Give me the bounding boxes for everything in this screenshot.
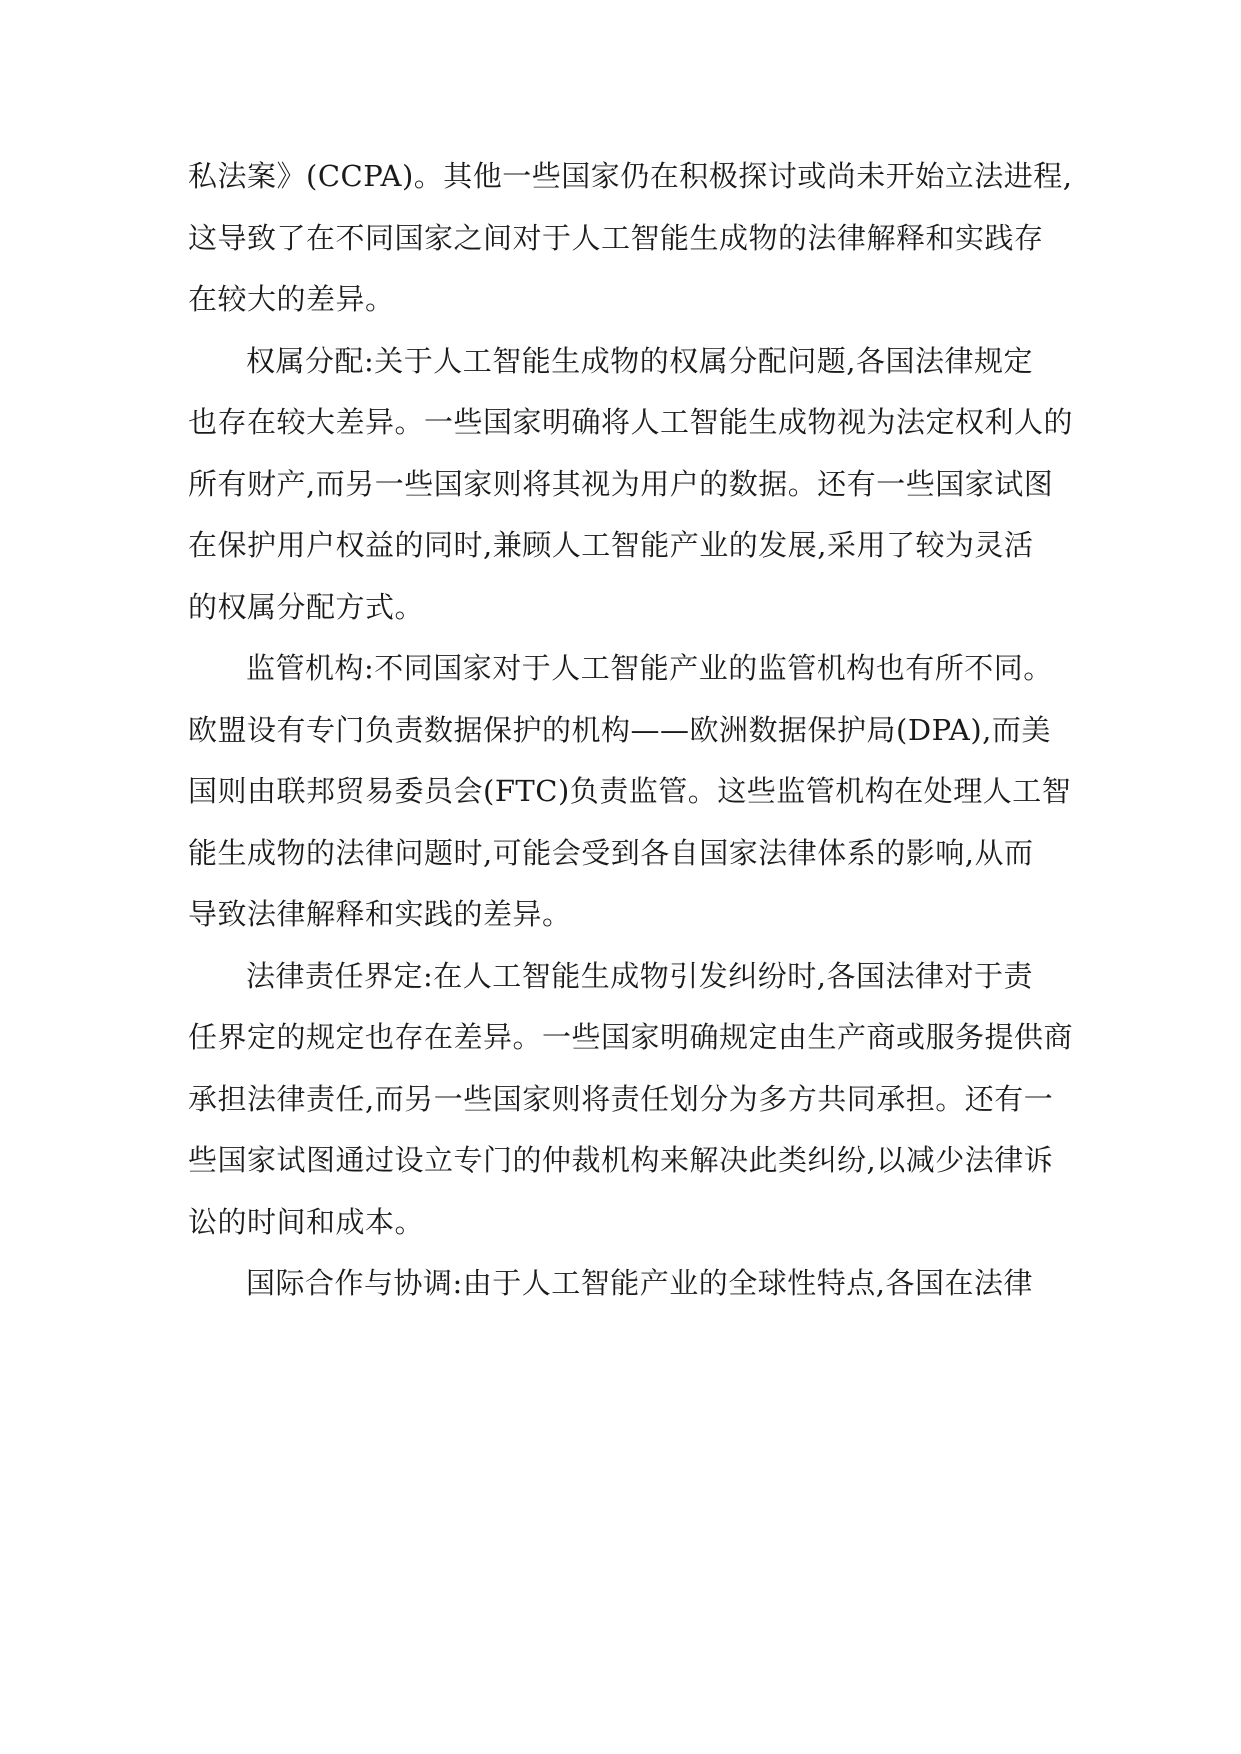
text-line: 欧盟设有专门负责数据保护的机构——欧洲数据保护局(DPA),而美	[188, 712, 1051, 747]
paragraph-international-cooperation	[188, 1253, 1068, 1315]
text-line: 承担法律责任,而另一些国家则将责任划分为多方共同承担。还有一	[188, 1081, 1054, 1116]
paragraph-regulatory-bodies	[188, 638, 1072, 946]
text-line: 的权属分配方式。	[188, 589, 425, 624]
text-line: 任界定的规定也存在差异。一些国家明确规定由生产商或服务提供商	[188, 1020, 1074, 1054]
text-line: 能生成物的法律问题时,可能会受到各自国家法律体系的影响,从而	[188, 835, 1034, 870]
document-body	[188, 146, 1074, 1315]
text-line: 所有财产,而另一些国家则将其视为用户的数据。还有一些国家试图	[188, 466, 1054, 501]
text-line: 监管机构:不同国家对于人工智能产业的监管机构也有所不同。	[246, 651, 1053, 685]
text-line: 法律责任界定:在人工智能生成物引发纠纷时,各国法律对于责	[246, 958, 1033, 993]
text-line: 国则由联邦贸易委员会(FTC)负责监管。这些监管机构在处理人工智	[188, 774, 1072, 808]
paragraph-intro-continuation	[188, 146, 1073, 331]
text-line: 在较大的差异。	[188, 282, 395, 316]
text-line: 这导致了在不同国家之间对于人工智能生成物的法律解释和实践存	[188, 220, 1044, 255]
paragraph-liability-definition	[188, 946, 1074, 1254]
text-line: 私法案》(CCPA)。其他一些国家仍在积极探讨或尚未开始立法进程,	[188, 159, 1073, 193]
text-line: 也存在较大差异。一些国家明确将人工智能生成物视为法定权利人的	[188, 405, 1074, 439]
text-line: 讼的时间和成本。	[188, 1204, 425, 1239]
text-line: 国际合作与协调:由于人工智能产业的全球性特点,各国在法律	[246, 1266, 1033, 1300]
text-line: 导致法律解释和实践的差异。	[188, 897, 572, 931]
text-line: 在保护用户权益的同时,兼顾人工智能产业的发展,采用了较为灵活	[188, 528, 1034, 562]
paragraph-ownership-allocation	[188, 331, 1074, 639]
text-line: 些国家试图通过设立专门的仲裁机构来解决此类纠纷,以减少法律诉	[188, 1143, 1054, 1177]
text-line: 权属分配:关于人工智能生成物的权属分配问题,各国法律规定	[246, 343, 1033, 378]
